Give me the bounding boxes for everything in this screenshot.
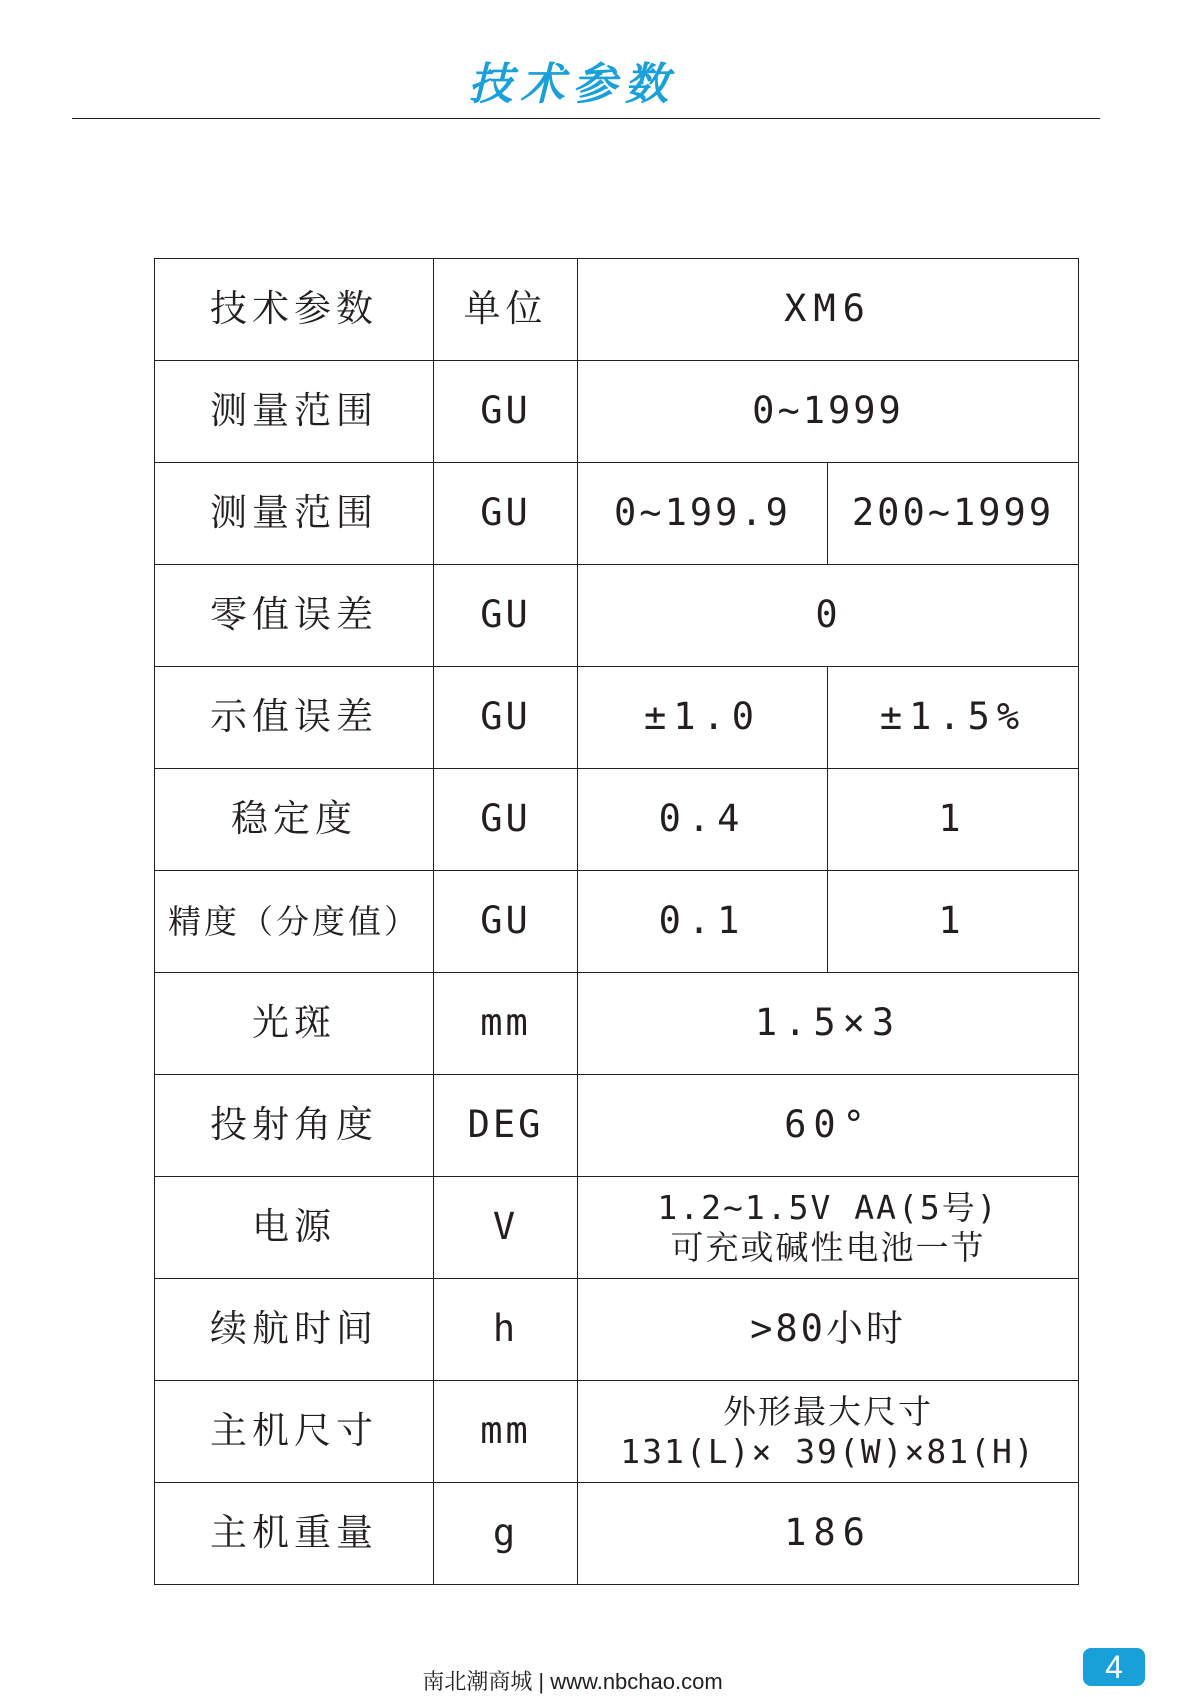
table-row <box>155 565 1079 667</box>
row-value: >80小时 <box>578 1279 1079 1381</box>
page-title: 技术参数 <box>468 59 677 110</box>
row-unit: mm <box>434 1381 578 1483</box>
battery-type-line: 可充或碱性电池一节 <box>670 1227 986 1267</box>
row-unit: g <box>434 1483 578 1585</box>
row-value-low-range: ±1.0 <box>578 667 828 769</box>
title-divider <box>72 118 1100 119</box>
row-value-low-range: 0.1 <box>578 871 828 973</box>
row-param: 精度（分度值） <box>155 871 434 973</box>
row-value-multiline <box>578 1381 1079 1483</box>
row-param: 零值误差 <box>155 565 434 667</box>
row-param: 投射角度 <box>155 1075 434 1177</box>
row-value-multiline <box>578 1177 1079 1279</box>
row-value: 0 <box>578 565 1079 667</box>
table-row <box>155 667 1079 769</box>
table-row <box>155 1381 1079 1483</box>
row-unit: GU <box>434 463 578 565</box>
row-param: 测量范围 <box>155 361 434 463</box>
table-row <box>155 463 1079 565</box>
row-param: 电源 <box>155 1177 434 1279</box>
header-model: XM6 <box>578 259 1079 361</box>
row-value-high-range: 1 <box>828 769 1079 871</box>
header-param: 技术参数 <box>155 259 434 361</box>
table-header-row <box>155 259 1079 361</box>
row-param: 续航时间 <box>155 1279 434 1381</box>
spec-table <box>154 258 1079 1585</box>
row-value-high-range: ±1.5% <box>828 667 1079 769</box>
row-param: 测量范围 <box>155 463 434 565</box>
row-value: 0~1999 <box>578 361 1079 463</box>
row-param: 示值误差 <box>155 667 434 769</box>
table-row <box>155 973 1079 1075</box>
row-value-low-range: 0~199.9 <box>578 463 828 565</box>
row-unit: GU <box>434 769 578 871</box>
footer-source-text: 南北潮商城 | www.nbchao.com <box>422 1669 723 1694</box>
table-row <box>155 769 1079 871</box>
table-row <box>155 1279 1079 1381</box>
table-row <box>155 361 1079 463</box>
power-spec-line: 1.2~1.5V AA(5号) <box>657 1187 999 1227</box>
row-unit: mm <box>434 973 578 1075</box>
header-unit: 单位 <box>434 259 578 361</box>
row-unit: GU <box>434 565 578 667</box>
page-number-badge: 4 <box>1083 1648 1145 1686</box>
row-unit: h <box>434 1279 578 1381</box>
row-value-low-range: 0.4 <box>578 769 828 871</box>
table-row <box>155 871 1079 973</box>
table-row <box>155 1177 1079 1279</box>
dimension-values-line: 131(L)× 39(W)×81(H) <box>620 1431 1036 1471</box>
table-row <box>155 1483 1079 1585</box>
row-value: 186 <box>578 1483 1079 1585</box>
row-param: 光斑 <box>155 973 434 1075</box>
row-param: 稳定度 <box>155 769 434 871</box>
row-value-high-range: 1 <box>828 871 1079 973</box>
table-row <box>155 1075 1079 1177</box>
dimension-caption-line: 外形最大尺寸 <box>723 1391 933 1431</box>
row-unit: GU <box>434 361 578 463</box>
row-unit: GU <box>434 871 578 973</box>
row-param: 主机重量 <box>155 1483 434 1585</box>
row-unit: GU <box>434 667 578 769</box>
row-unit: V <box>434 1177 578 1279</box>
row-unit: DEG <box>434 1075 578 1177</box>
row-value: 1.5×3 <box>578 973 1079 1075</box>
row-value-high-range: 200~1999 <box>828 463 1079 565</box>
row-value: 60° <box>578 1075 1079 1177</box>
row-param: 主机尺寸 <box>155 1381 434 1483</box>
